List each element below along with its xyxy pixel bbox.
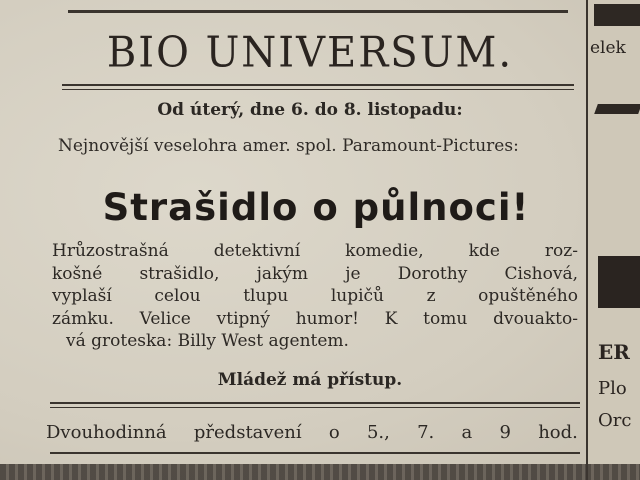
arrow-graphic — [594, 104, 640, 114]
intro-text: Nejnovější veselohra amer. spol. Paramount-Pictures: — [58, 136, 519, 156]
showtimes-rule-1 — [50, 402, 580, 404]
large-letter-block — [598, 256, 640, 308]
dark-heading-fragment — [594, 4, 640, 26]
showtimes-rule-2 — [50, 407, 580, 408]
showtimes-word: 9 — [499, 422, 511, 443]
top-rule — [68, 10, 568, 13]
side-fragment: Orc — [598, 410, 632, 431]
cinema-title: BIO UNIVERSUM. — [106, 28, 514, 78]
description-line: vá groteska: Billy West agentem. — [66, 331, 349, 351]
bottom-rule — [50, 452, 580, 454]
access-note: Mládež má přístup. — [217, 370, 403, 390]
adjacent-column — [586, 0, 640, 480]
description-line: košné strašidlo, jakým je Dorothy Cishová, — [52, 263, 578, 284]
title-rule-2 — [62, 89, 574, 90]
film-title: Strašidlo o půlnoci! — [102, 186, 530, 229]
film-description — [52, 240, 578, 353]
showtimes-word: o — [328, 422, 340, 443]
side-fragment: elek — [590, 38, 626, 58]
description-line: vyplaší celou tlupu lupičů z opuštěného — [52, 286, 578, 306]
date-range: Od úterý, dne 6. do 8. listopadu: — [157, 100, 463, 120]
side-fragment: Plo — [598, 378, 627, 399]
title-rule-1 — [62, 84, 574, 86]
side-fragment: ER — [598, 340, 630, 364]
showtimes-word: představení — [193, 422, 302, 443]
showtimes-word: Dvouhodinná — [46, 422, 167, 443]
description-line: Hrůzostrašná detektivní komedie, kde roz- — [52, 241, 578, 261]
column-divider — [586, 0, 588, 480]
bottom-print-strip — [0, 464, 640, 480]
description-line: zámku. Velice vtipný humor! K tomu dvouakto- — [52, 308, 578, 329]
showtimes-word: hod. — [538, 422, 578, 443]
showtimes-word: 7. — [417, 422, 435, 443]
showtimes — [46, 422, 578, 443]
showtimes-word: 5., — [366, 422, 390, 443]
showtimes-word: a — [461, 422, 473, 443]
